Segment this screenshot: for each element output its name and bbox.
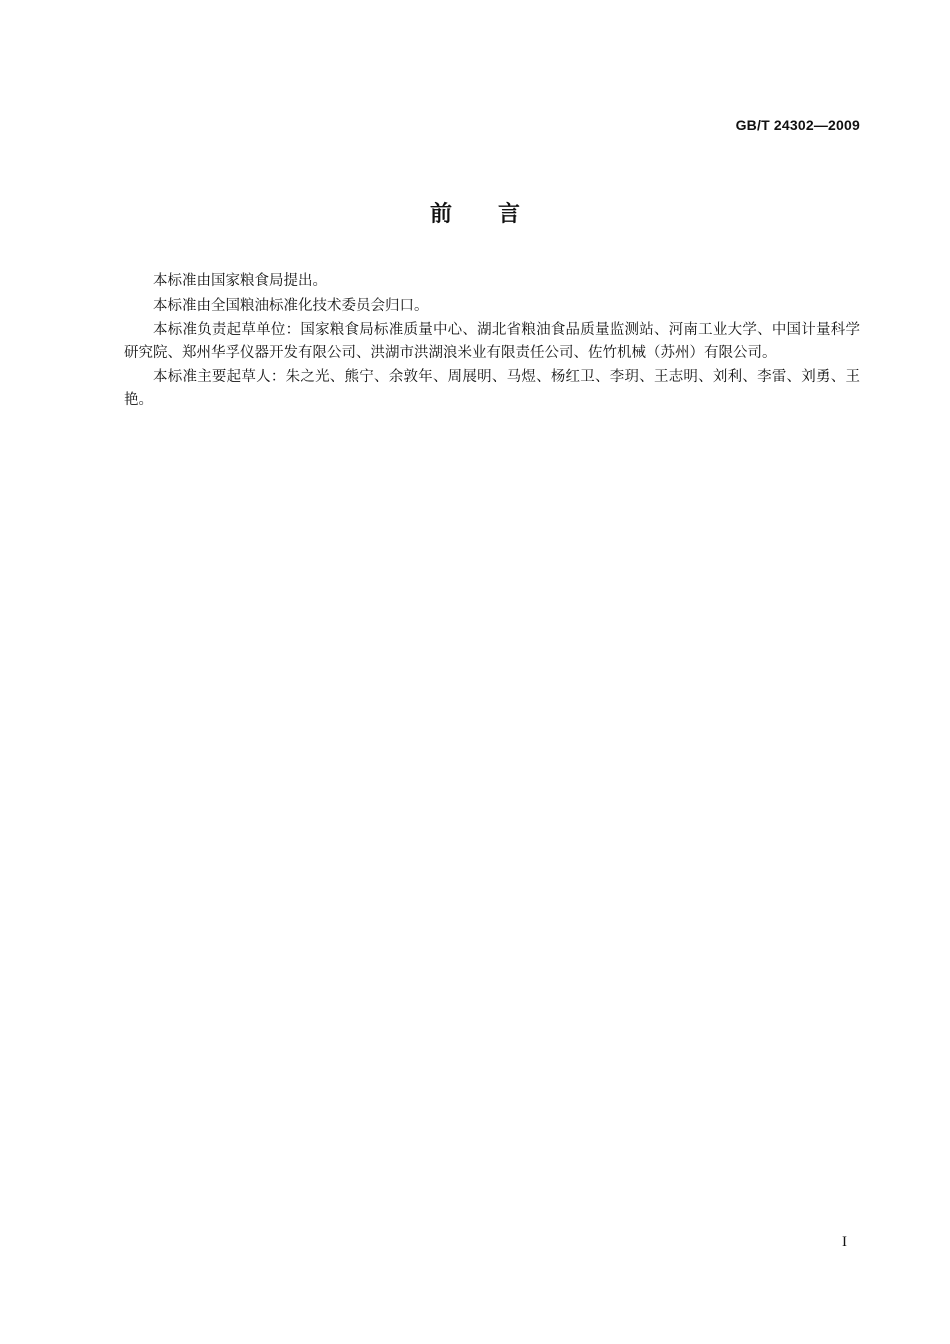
- foreword-body: [124, 270, 860, 413]
- paragraph-centralized-by: 本标准由全国粮油标准化技术委员会归口。: [153, 297, 429, 314]
- paragraph-drafting-units: 本标准负责起草单位：国家粮食局标准质量中心、湖北省粮油食品质量监测站、河南工业大学、中国计量科学研究院、郑州华孚仪器开发有限公司、洪湖市洪湖浪米业有限责任公司、佐竹机械（苏州）有限公司。: [124, 322, 860, 361]
- page-title: 前言: [429, 202, 566, 227]
- paragraph-proposer: 本标准由国家粮食局提出。: [153, 273, 327, 289]
- document-code: GB/T 24302—2009: [735, 117, 860, 133]
- page-number: I: [842, 1234, 847, 1250]
- paragraph-drafters: 本标准主要起草人：朱之光、熊宁、余敦年、周展明、马煜、杨红卫、李玥、王志明、刘利、李雷、刘勇、王艳。: [124, 369, 860, 408]
